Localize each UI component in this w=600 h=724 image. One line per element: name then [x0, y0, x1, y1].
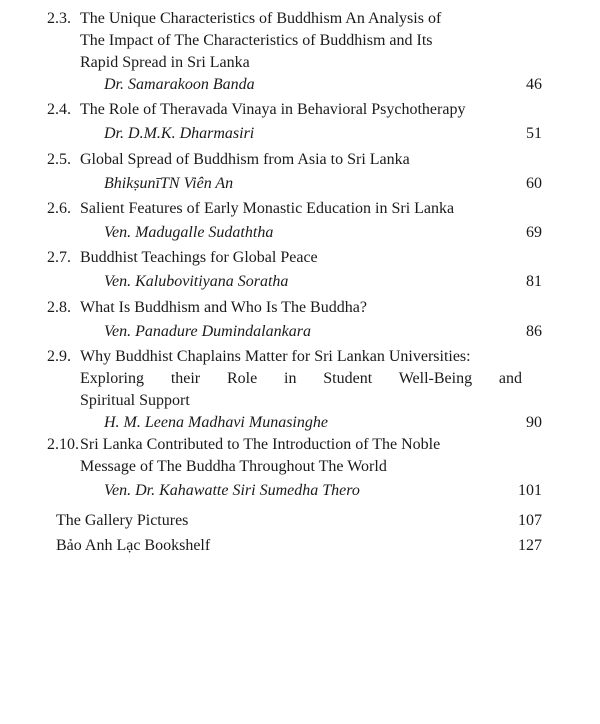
entry-title-line: Exploring their Role in Student Well-Being and	[80, 370, 522, 387]
entry-number: 2.5.	[47, 151, 71, 168]
entry-title-line: Sri Lanka Contributed to The Introduction of The Noble	[80, 436, 441, 453]
entry-number: 2.3.	[47, 10, 71, 27]
entry-title	[80, 198, 522, 220]
entry-number: 2.9.	[47, 348, 71, 365]
entry-title	[80, 346, 522, 412]
entry-title	[80, 247, 522, 269]
entry-title	[80, 434, 522, 478]
entry-page-number: 101	[518, 482, 542, 499]
entry-page-number: 60	[526, 175, 542, 192]
entry-title-line: Why Buddhist Chaplains Matter for Sri Lankan Universities:	[80, 348, 471, 365]
entry-title-line: The Role of Theravada Vinaya in Behavioral Psychotherapy	[80, 101, 466, 118]
entry-author: BhikṣunīTN Viên An	[104, 175, 234, 192]
entry-title-line: What Is Buddhism and Who Is The Buddha?	[80, 299, 367, 316]
entry-page-number: 51	[526, 125, 542, 142]
entry-author: Ven. Madugalle Sudaththa	[104, 224, 274, 241]
entry-title-line: Buddhist Teachings for Global Peace	[80, 249, 318, 266]
entry-author: Dr. Samarakoon Banda	[104, 76, 255, 93]
entry-title	[80, 8, 522, 74]
entry-number: 2.4.	[47, 101, 71, 118]
entry-number: 2.8.	[47, 299, 71, 316]
back-matter-page-number: 127	[518, 537, 542, 554]
entry-author: Ven. Kalubovitiyana Soratha	[104, 273, 289, 290]
entry-title-line: Spiritual Support	[80, 392, 190, 409]
back-matter-label: The Gallery Pictures	[56, 512, 189, 529]
entry-author: Dr. D.M.K. Dharmasiri	[104, 125, 255, 142]
entry-title-line: Salient Features of Early Monastic Education in Sri Lanka	[80, 200, 455, 217]
entry-page-number: 90	[526, 414, 542, 431]
entry-number: 2.6.	[47, 200, 71, 217]
entry-title-line: Message of The Buddha Throughout The World	[80, 458, 387, 475]
entry-title	[80, 149, 522, 171]
entry-title-line: The Impact of The Characteristics of Buddhism and Its	[80, 32, 433, 49]
entry-title-line: Rapid Spread in Sri Lanka	[80, 54, 250, 71]
entry-page-number: 81	[526, 273, 542, 290]
entry-page-number: 46	[526, 76, 542, 93]
entry-title	[80, 99, 522, 121]
entry-number: 2.10.	[47, 436, 79, 453]
entry-author: Ven. Panadure Dumindalankara	[104, 323, 311, 340]
entry-author: Ven. Dr. Kahawatte Siri Sumedha Thero	[104, 482, 360, 499]
back-matter-label: Bảo Anh Lạc Bookshelf	[56, 537, 211, 554]
entry-title	[80, 297, 522, 319]
entry-title-line: Global Spread of Buddhism from Asia to Sri Lanka	[80, 151, 410, 168]
entry-number: 2.7.	[47, 249, 71, 266]
entry-page-number: 69	[526, 224, 542, 241]
entry-title-line: The Unique Characteristics of Buddhism An Analysis of	[80, 10, 442, 27]
entry-page-number: 86	[526, 323, 542, 340]
back-matter-page-number: 107	[518, 512, 542, 529]
entry-author: H. M. Leena Madhavi Munasinghe	[104, 414, 328, 431]
